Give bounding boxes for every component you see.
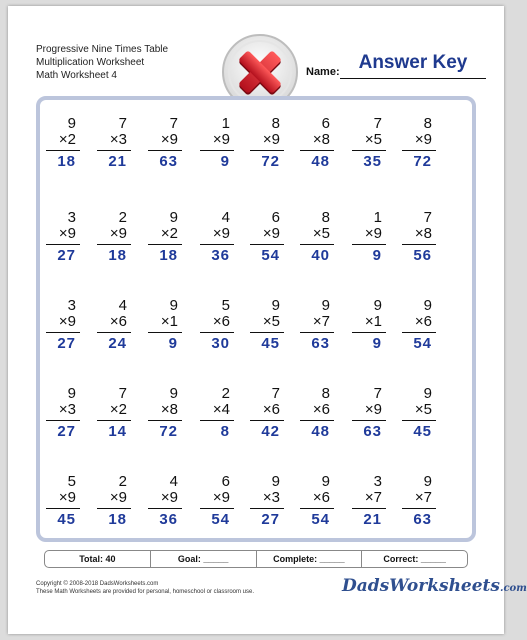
answer: 21 bbox=[363, 511, 382, 528]
answer-rule bbox=[148, 508, 182, 509]
problem-2-5 bbox=[246, 210, 286, 265]
answer: 72 bbox=[413, 153, 432, 170]
problem-5-6 bbox=[296, 474, 336, 529]
answer-rule bbox=[250, 508, 284, 509]
answer: 9 bbox=[220, 153, 230, 170]
answer: 40 bbox=[311, 247, 330, 264]
logo-name: DadsWorksheets bbox=[342, 576, 500, 596]
worksheet-title-line: Progressive Nine Times Table bbox=[36, 44, 169, 55]
multiplier: ×9 bbox=[212, 225, 230, 242]
answer: 54 bbox=[211, 511, 230, 528]
logo-tld: .com bbox=[499, 583, 527, 594]
multiplier: ×9 bbox=[414, 131, 432, 148]
answer: 54 bbox=[261, 247, 280, 264]
problem-3-7 bbox=[348, 298, 388, 353]
problem-5-4 bbox=[196, 474, 236, 529]
answer-rule bbox=[97, 508, 131, 509]
multiplicand: 9 bbox=[169, 385, 178, 402]
answer-rule bbox=[148, 332, 182, 333]
answer-rule bbox=[250, 150, 284, 151]
answer-rule bbox=[300, 508, 334, 509]
multiplier: ×9 bbox=[58, 489, 76, 506]
answer-rule bbox=[46, 420, 80, 421]
multiplicand: 9 bbox=[271, 297, 280, 314]
answer-rule bbox=[250, 332, 284, 333]
multiplier: ×3 bbox=[58, 401, 76, 418]
problem-4-4 bbox=[196, 386, 236, 441]
multiplier: ×1 bbox=[160, 313, 178, 330]
multiplier: ×5 bbox=[312, 225, 330, 242]
answer-rule bbox=[402, 150, 436, 151]
problem-5-7 bbox=[348, 474, 388, 529]
answer-rule bbox=[300, 332, 334, 333]
problem-4-2 bbox=[93, 386, 133, 441]
problem-5-5 bbox=[246, 474, 286, 529]
answer-rule bbox=[250, 244, 284, 245]
multiplier: ×6 bbox=[109, 313, 127, 330]
answer-rule bbox=[46, 150, 80, 151]
multiplicand: 9 bbox=[423, 297, 432, 314]
answer-rule bbox=[46, 244, 80, 245]
problem-1-1 bbox=[42, 116, 82, 171]
answer: 24 bbox=[108, 335, 127, 352]
answer: 45 bbox=[413, 423, 432, 440]
multiplier: ×5 bbox=[414, 401, 432, 418]
multiplicand: 8 bbox=[271, 115, 280, 132]
answer-rule bbox=[300, 420, 334, 421]
answer: 56 bbox=[413, 247, 432, 264]
answer: 72 bbox=[261, 153, 280, 170]
multiplicand: 9 bbox=[169, 297, 178, 314]
answer-rule bbox=[402, 244, 436, 245]
answer: 36 bbox=[159, 511, 178, 528]
answer: 18 bbox=[108, 247, 127, 264]
worksheet-number-line: Math Worksheet 4 bbox=[36, 70, 117, 81]
multiplicand: 5 bbox=[221, 297, 230, 314]
multiplicand: 4 bbox=[118, 297, 127, 314]
answer-rule bbox=[200, 244, 234, 245]
multiplier: ×9 bbox=[109, 225, 127, 242]
multiplicand: 9 bbox=[423, 385, 432, 402]
multiplicand: 2 bbox=[118, 209, 127, 226]
goal-field: Goal: _____ bbox=[151, 551, 257, 567]
answer: 18 bbox=[57, 153, 76, 170]
answer: 35 bbox=[363, 153, 382, 170]
answer: 27 bbox=[261, 511, 280, 528]
problem-4-3 bbox=[144, 386, 184, 441]
answer-rule bbox=[352, 420, 386, 421]
multiplier: ×9 bbox=[364, 401, 382, 418]
multiplicand: 7 bbox=[169, 115, 178, 132]
multiplier: ×5 bbox=[364, 131, 382, 148]
answer-rule bbox=[300, 244, 334, 245]
answer: 18 bbox=[159, 247, 178, 264]
multiplier: ×6 bbox=[312, 489, 330, 506]
problem-4-8 bbox=[398, 386, 438, 441]
answer-rule bbox=[148, 420, 182, 421]
multiplier: ×3 bbox=[109, 131, 127, 148]
multiplicand: 8 bbox=[321, 385, 330, 402]
multiplicand: 2 bbox=[221, 385, 230, 402]
copyright-line: Copyright © 2008-2018 DadsWorksheets.com bbox=[36, 581, 159, 587]
multiplier: ×6 bbox=[414, 313, 432, 330]
multiplier: ×3 bbox=[262, 489, 280, 506]
multiplicand: 3 bbox=[67, 297, 76, 314]
problem-3-6 bbox=[296, 298, 336, 353]
multiplier: ×6 bbox=[312, 401, 330, 418]
answer-rule bbox=[148, 150, 182, 151]
problem-3-3 bbox=[144, 298, 184, 353]
problem-3-8 bbox=[398, 298, 438, 353]
problem-1-3 bbox=[144, 116, 184, 171]
answer: 42 bbox=[261, 423, 280, 440]
multiplicand: 9 bbox=[423, 473, 432, 490]
answer: 27 bbox=[57, 335, 76, 352]
problem-1-8 bbox=[398, 116, 438, 171]
answer-rule bbox=[352, 508, 386, 509]
problem-3-2 bbox=[93, 298, 133, 353]
name-line bbox=[340, 78, 486, 79]
multiplicand: 9 bbox=[67, 385, 76, 402]
multiplicand: 6 bbox=[321, 115, 330, 132]
problem-2-8 bbox=[398, 210, 438, 265]
answer-rule bbox=[97, 244, 131, 245]
answer: 54 bbox=[311, 511, 330, 528]
multiplier: ×9 bbox=[364, 225, 382, 242]
multiplicand: 7 bbox=[118, 385, 127, 402]
multiplicand: 7 bbox=[373, 115, 382, 132]
problem-4-6 bbox=[296, 386, 336, 441]
answer: 63 bbox=[363, 423, 382, 440]
answer: 36 bbox=[211, 247, 230, 264]
problem-2-7 bbox=[348, 210, 388, 265]
multiplier: ×5 bbox=[262, 313, 280, 330]
answer-rule bbox=[352, 244, 386, 245]
multiplicand: 8 bbox=[423, 115, 432, 132]
answer-rule bbox=[352, 150, 386, 151]
answer-rule bbox=[46, 332, 80, 333]
multiplier: ×2 bbox=[109, 401, 127, 418]
multiplier: ×9 bbox=[160, 131, 178, 148]
name-label: Name: bbox=[306, 66, 340, 78]
answer-rule bbox=[402, 332, 436, 333]
multiplicand: 9 bbox=[67, 115, 76, 132]
multiplicand: 6 bbox=[221, 473, 230, 490]
problem-5-3 bbox=[144, 474, 184, 529]
multiplicand: 9 bbox=[373, 297, 382, 314]
multiplicand: 8 bbox=[321, 209, 330, 226]
multiplier: ×9 bbox=[262, 131, 280, 148]
worksheet-page bbox=[8, 6, 527, 634]
answer-rule bbox=[250, 420, 284, 421]
site-logo bbox=[342, 576, 527, 596]
multiplier: ×8 bbox=[312, 131, 330, 148]
multiplier: ×9 bbox=[160, 489, 178, 506]
multiplier: ×9 bbox=[58, 225, 76, 242]
multiplicand: 4 bbox=[169, 473, 178, 490]
answer: 63 bbox=[413, 511, 432, 528]
answer: 54 bbox=[413, 335, 432, 352]
multiplier: ×9 bbox=[212, 131, 230, 148]
problem-1-7 bbox=[348, 116, 388, 171]
answer: 30 bbox=[211, 335, 230, 352]
answer-rule bbox=[200, 508, 234, 509]
multiplier: ×9 bbox=[262, 225, 280, 242]
problem-2-3 bbox=[144, 210, 184, 265]
multiplicand: 7 bbox=[373, 385, 382, 402]
multiplicand: 1 bbox=[221, 115, 230, 132]
multiplier: ×7 bbox=[312, 313, 330, 330]
problem-5-2 bbox=[93, 474, 133, 529]
problem-5-8 bbox=[398, 474, 438, 529]
answer: 14 bbox=[108, 423, 127, 440]
answer-rule bbox=[46, 508, 80, 509]
multiplicand: 9 bbox=[321, 473, 330, 490]
problem-4-1 bbox=[42, 386, 82, 441]
answer-rule bbox=[148, 244, 182, 245]
answer: 18 bbox=[108, 511, 127, 528]
answer-rule bbox=[200, 332, 234, 333]
answer-rule bbox=[300, 150, 334, 151]
multiplier: ×9 bbox=[109, 489, 127, 506]
answer: 27 bbox=[57, 247, 76, 264]
multiplier: ×1 bbox=[364, 313, 382, 330]
multiplier: ×8 bbox=[414, 225, 432, 242]
answer: 9 bbox=[372, 335, 382, 352]
multiplicand: 9 bbox=[321, 297, 330, 314]
multiplier: ×9 bbox=[58, 313, 76, 330]
problem-4-7 bbox=[348, 386, 388, 441]
answer-rule bbox=[200, 150, 234, 151]
answer: 45 bbox=[261, 335, 280, 352]
problem-2-2 bbox=[93, 210, 133, 265]
copyright-notice bbox=[36, 580, 254, 596]
multiplicand: 5 bbox=[67, 473, 76, 490]
multiplicand: 9 bbox=[169, 209, 178, 226]
multiplicand: 7 bbox=[271, 385, 280, 402]
multiplier: ×7 bbox=[364, 489, 382, 506]
problem-3-5 bbox=[246, 298, 286, 353]
problem-1-6 bbox=[296, 116, 336, 171]
multiplier: ×7 bbox=[414, 489, 432, 506]
problem-1-2 bbox=[93, 116, 133, 171]
multiplicand: 4 bbox=[221, 209, 230, 226]
problem-5-1 bbox=[42, 474, 82, 529]
total-count: Total: 40 bbox=[45, 551, 151, 567]
multiplier: ×6 bbox=[212, 313, 230, 330]
problem-2-6 bbox=[296, 210, 336, 265]
problem-2-4 bbox=[196, 210, 236, 265]
answer-rule bbox=[97, 420, 131, 421]
multiplier: ×8 bbox=[160, 401, 178, 418]
answer: 63 bbox=[159, 153, 178, 170]
answer: 48 bbox=[311, 423, 330, 440]
answer: 27 bbox=[57, 423, 76, 440]
answer-key-title: Answer Key bbox=[358, 52, 468, 73]
answer-rule bbox=[200, 420, 234, 421]
answer: 72 bbox=[159, 423, 178, 440]
answer-rule bbox=[97, 150, 131, 151]
multiplicand: 3 bbox=[373, 473, 382, 490]
multiplicand: 9 bbox=[271, 473, 280, 490]
multiplier: ×4 bbox=[212, 401, 230, 418]
multiplier: ×2 bbox=[160, 225, 178, 242]
answer: 9 bbox=[372, 247, 382, 264]
multiplier: ×2 bbox=[58, 131, 76, 148]
answer: 9 bbox=[168, 335, 178, 352]
multiplicand: 6 bbox=[271, 209, 280, 226]
multiplier: ×6 bbox=[262, 401, 280, 418]
problem-1-4 bbox=[196, 116, 236, 171]
score-bar bbox=[44, 550, 468, 568]
answer: 8 bbox=[220, 423, 230, 440]
problem-4-5 bbox=[246, 386, 286, 441]
answer-rule bbox=[352, 332, 386, 333]
multiplicand: 7 bbox=[118, 115, 127, 132]
problem-1-5 bbox=[246, 116, 286, 171]
answer: 48 bbox=[311, 153, 330, 170]
answer-rule bbox=[402, 508, 436, 509]
answer: 63 bbox=[311, 335, 330, 352]
answer: 45 bbox=[57, 511, 76, 528]
answer-rule bbox=[402, 420, 436, 421]
multiplicand: 7 bbox=[423, 209, 432, 226]
multiplicand: 3 bbox=[67, 209, 76, 226]
problem-3-1 bbox=[42, 298, 82, 353]
multiplicand: 1 bbox=[373, 209, 382, 226]
correct-field: Correct: _____ bbox=[383, 554, 446, 564]
usage-line: These Math Worksheets are provided for personal, homeschool or classroom use. bbox=[36, 589, 254, 595]
multiplicand: 2 bbox=[118, 473, 127, 490]
answer: 21 bbox=[108, 153, 127, 170]
problem-2-1 bbox=[42, 210, 82, 265]
problem-3-4 bbox=[196, 298, 236, 353]
complete-field: Complete: _____ bbox=[257, 551, 363, 567]
multiplier: ×9 bbox=[212, 489, 230, 506]
worksheet-subtitle-line: Multiplication Worksheet bbox=[36, 57, 145, 68]
answer-rule bbox=[97, 332, 131, 333]
